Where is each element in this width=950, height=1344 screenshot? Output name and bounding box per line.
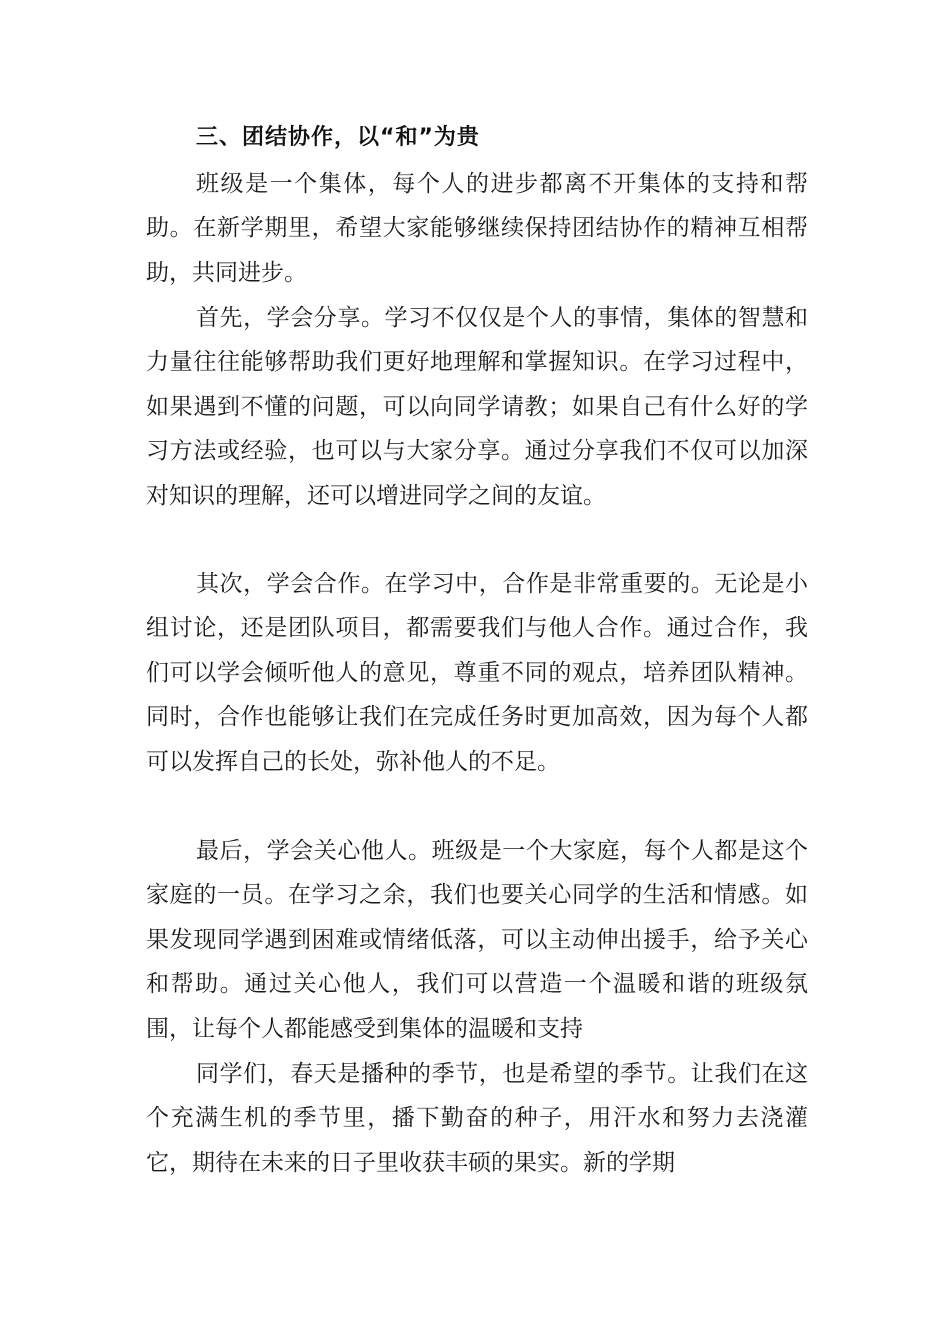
paragraph-closing: 同学们，春天是播种的季节，也是希望的季节。让我们在这个充满生机的季节里，播下勤奋的种子，用汗水和努力去浇灌它，期待在未来的日子里收获丰硕的果实。新的学期 xyxy=(146,1061,808,1176)
paragraph-unity: 班级是一个集体，每个人的进步都离不开集体的支持和帮助。在新学期里，希望大家能够继续保持团结协作的精神互相帮助，共同进步。 xyxy=(146,171,808,286)
paragraph-cooperation: 其次，学会合作。在学习中，合作是非常重要的。无论是小组讨论，还是团队项目，都需要我们与他人合作。通过合作，我们可以学会倾听他人的意见，尊重不同的观点，培养团队精神。同时，合作也能够让我们在完成任务时更加高效，因为每个人都可以发挥自己的长处，弥补他人的不足。 xyxy=(146,571,808,775)
paragraph-caring: 最后，学会关心他人。班级是一个大家庭，每个人都是这个家庭的一员。在学习之余，我们也要关心同学的生活和情感。如果发现同学遇到困难或情绪低落，可以主动伸出援手，给予关心和帮助。通过关心他人，我们可以营造一个温暖和谐的班级氛围，让每个人都能感受到集体的温暖和支持 xyxy=(146,838,808,1042)
section-heading: 三、团结协作，以“和”为贵 xyxy=(196,125,480,150)
paragraph-sharing: 首先，学会分享。学习不仅仅是个人的事情，集体的智慧和力量往往能够帮助我们更好地理解和掌握知识。在学习过程中，如果遇到不懂的问题，可以向同学请教；如果自己有什么好的学习方法或经验，也可以与大家分享。通过分享我们不仅可以加深对知识的理解，还可以增进同学之间的友谊。 xyxy=(146,305,808,509)
